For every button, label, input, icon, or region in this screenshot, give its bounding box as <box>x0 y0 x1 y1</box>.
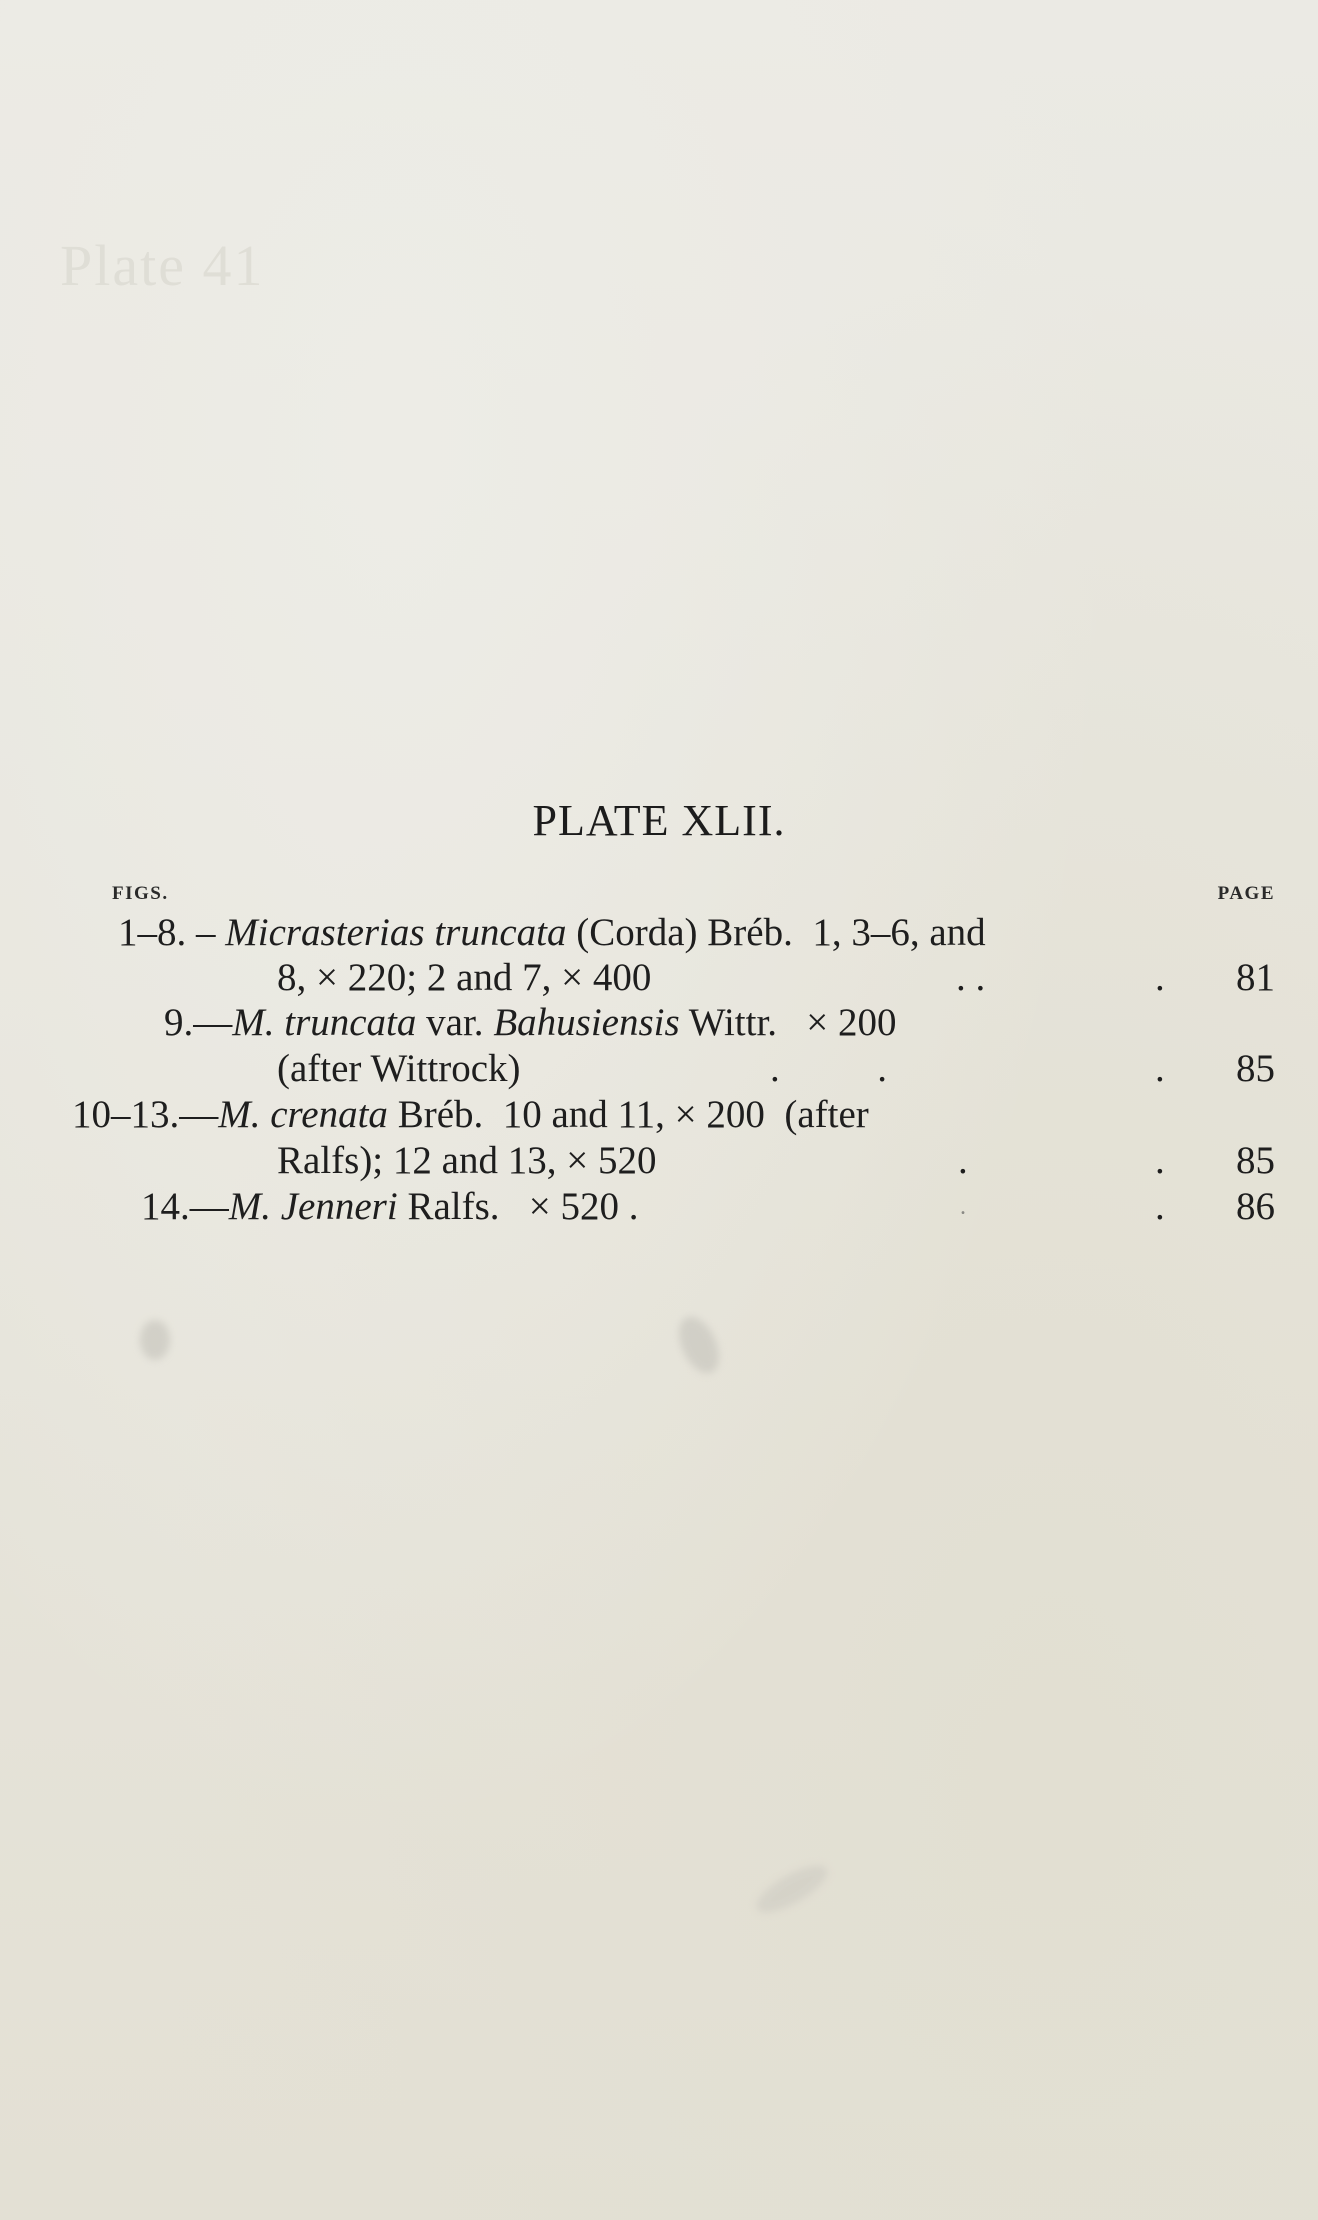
entry-1-leader: . . <box>956 956 986 999</box>
entry-4-leader: . <box>960 1194 966 1220</box>
bleed-through-text: Plate 41 <box>60 233 265 298</box>
entry-1-line-2 <box>277 955 651 1001</box>
entry-2-detail-1: × 200 <box>777 1001 897 1044</box>
entry-2-label: 9. <box>164 1001 194 1044</box>
entry-2-leader: . . <box>770 1047 887 1090</box>
entry-3-species: M. crenata <box>218 1093 388 1136</box>
entry-1-species: Micrasterias truncata <box>225 911 567 954</box>
entry-4-detail-1: × 520 . <box>499 1185 639 1228</box>
entry-2-variety: Bahusiensis <box>493 1001 680 1044</box>
entry-3-detail-1: 10 and 11, × 200 (after <box>483 1093 869 1136</box>
entry-1-detail-1: 1, 3–6, and <box>792 911 986 954</box>
entry-1-detail-2: 8, × 220; 2 and 7, × 400 <box>277 956 652 999</box>
entry-4-leader-end: . <box>1155 1185 1165 1228</box>
entry-3-detail-2: Ralfs); 12 and 13, × 520 <box>277 1139 657 1182</box>
entry-2-author: Wittr. <box>679 1001 778 1044</box>
entry-2-leader-end: . <box>1155 1047 1165 1090</box>
entry-1-label: 1–8. <box>118 911 187 954</box>
entry-2-line-2 <box>277 1046 521 1092</box>
entry-3-line-1 <box>72 1092 869 1138</box>
entry-3-leader: . <box>958 1139 968 1182</box>
paper-smudge <box>140 1320 170 1360</box>
entry-4-page: 86 <box>1236 1185 1275 1228</box>
entry-4-species: M. Jenneri <box>228 1185 398 1228</box>
entry-1-dash: – <box>186 911 226 954</box>
entry-4-label: 14. <box>141 1185 190 1228</box>
entry-2-line-1 <box>164 1000 897 1046</box>
entry-4-dash: — <box>189 1185 229 1228</box>
entry-3-page: 85 <box>1236 1139 1275 1182</box>
entry-3-leader-end: . <box>1155 1139 1165 1182</box>
entry-2-detail-2: (after Wittrock) <box>277 1047 521 1090</box>
paper-smudge <box>671 1311 727 1380</box>
paper-smudge <box>750 1857 833 1921</box>
entry-2-species: M. truncata <box>232 1001 417 1044</box>
entry-2-mid: var. <box>416 1001 494 1044</box>
entry-3-author: Bréb. <box>387 1093 484 1136</box>
entry-1-page: 81 <box>1236 956 1275 999</box>
entry-1-leader-end: . <box>1155 956 1165 999</box>
entry-3-label: 10–13. <box>72 1093 180 1136</box>
entry-4-author: Ralfs. <box>397 1185 500 1228</box>
entry-2-page: 85 <box>1236 1047 1275 1090</box>
entry-3-dash: — <box>179 1093 219 1136</box>
entry-1-author: (Corda) Bréb. <box>566 911 793 954</box>
page-column-header: PAGE <box>1217 883 1275 904</box>
plate-title: PLATE XLII. <box>532 796 786 845</box>
entry-3-line-2 <box>277 1138 656 1184</box>
figs-column-header: FIGS. <box>112 883 169 904</box>
entry-4-line-1 <box>141 1184 639 1230</box>
entry-1-line-1 <box>118 910 986 956</box>
entry-2-dash: — <box>193 1001 233 1044</box>
